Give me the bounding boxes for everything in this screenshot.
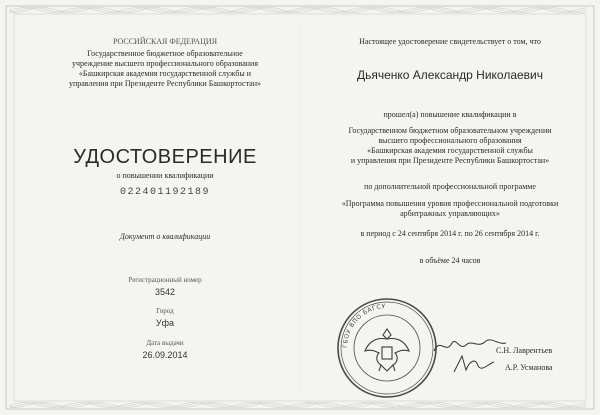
issue-date-label: Дата выдачи bbox=[146, 339, 184, 347]
registration-value: 3542 bbox=[154, 287, 176, 297]
issuer-line: управления при Президенте Республики Башкортостан» bbox=[68, 79, 262, 88]
serial-number: 022401192189 bbox=[119, 187, 210, 198]
org-line: «Башкирская академия государственной службы bbox=[367, 146, 533, 155]
org-line: и управления при Президенте Республики Башкортостан» bbox=[350, 156, 550, 165]
city-value: Уфа bbox=[155, 318, 175, 328]
training-period: в период с 24 сентября 2014 г. по 26 сентября 2014 г. bbox=[360, 229, 540, 238]
country-label: РОССИЙСКАЯ ФЕДЕРАЦИЯ bbox=[112, 37, 218, 46]
seal-text: ГБОУ ВПО БАГСУ bbox=[341, 302, 387, 349]
issuer-line: «Башкирская академия государственной службы и bbox=[78, 69, 252, 78]
eagle-emblem-icon bbox=[361, 321, 413, 375]
document-title: УДОСТОВЕРЕНИЕ bbox=[73, 146, 257, 168]
signature-2 bbox=[448, 352, 498, 376]
program-intro: по дополнительной профессиональной программе bbox=[364, 182, 536, 191]
intro-text: Настоящее удостоверение свидетельствует о том, что bbox=[359, 37, 541, 46]
issue-date-value: 26.09.2014 bbox=[142, 350, 188, 360]
org-line: Государственном бюджетном образовательном учреждении bbox=[348, 126, 552, 135]
document-subtitle: о повышении квалификации bbox=[116, 171, 214, 180]
program-line: «Программа повышения уровня профессиональной подготовки bbox=[341, 199, 559, 208]
program-line: арбитражных управляющих» bbox=[400, 209, 500, 218]
signer-1-name: С.Н. Лаврентьев bbox=[496, 346, 553, 355]
passed-text: прошел(а) повышение квалификации в bbox=[383, 110, 517, 119]
issuer-line: Государственное бюджетное образовательное bbox=[87, 49, 243, 58]
org-line: высшего профессионального образования bbox=[378, 136, 522, 145]
registration-label: Регистрационный номер bbox=[128, 276, 202, 284]
issuer-line: учреждение высшего профессионального образования bbox=[71, 59, 259, 68]
city-label: Город bbox=[156, 307, 174, 315]
document-type: Документ о квалификации bbox=[119, 232, 211, 241]
signer-2-name: А.Р. Усманова bbox=[505, 363, 553, 372]
training-volume: в объёме 24 часов bbox=[419, 256, 481, 265]
recipient-name: Дьяченко Александр Николаевич bbox=[356, 68, 544, 82]
